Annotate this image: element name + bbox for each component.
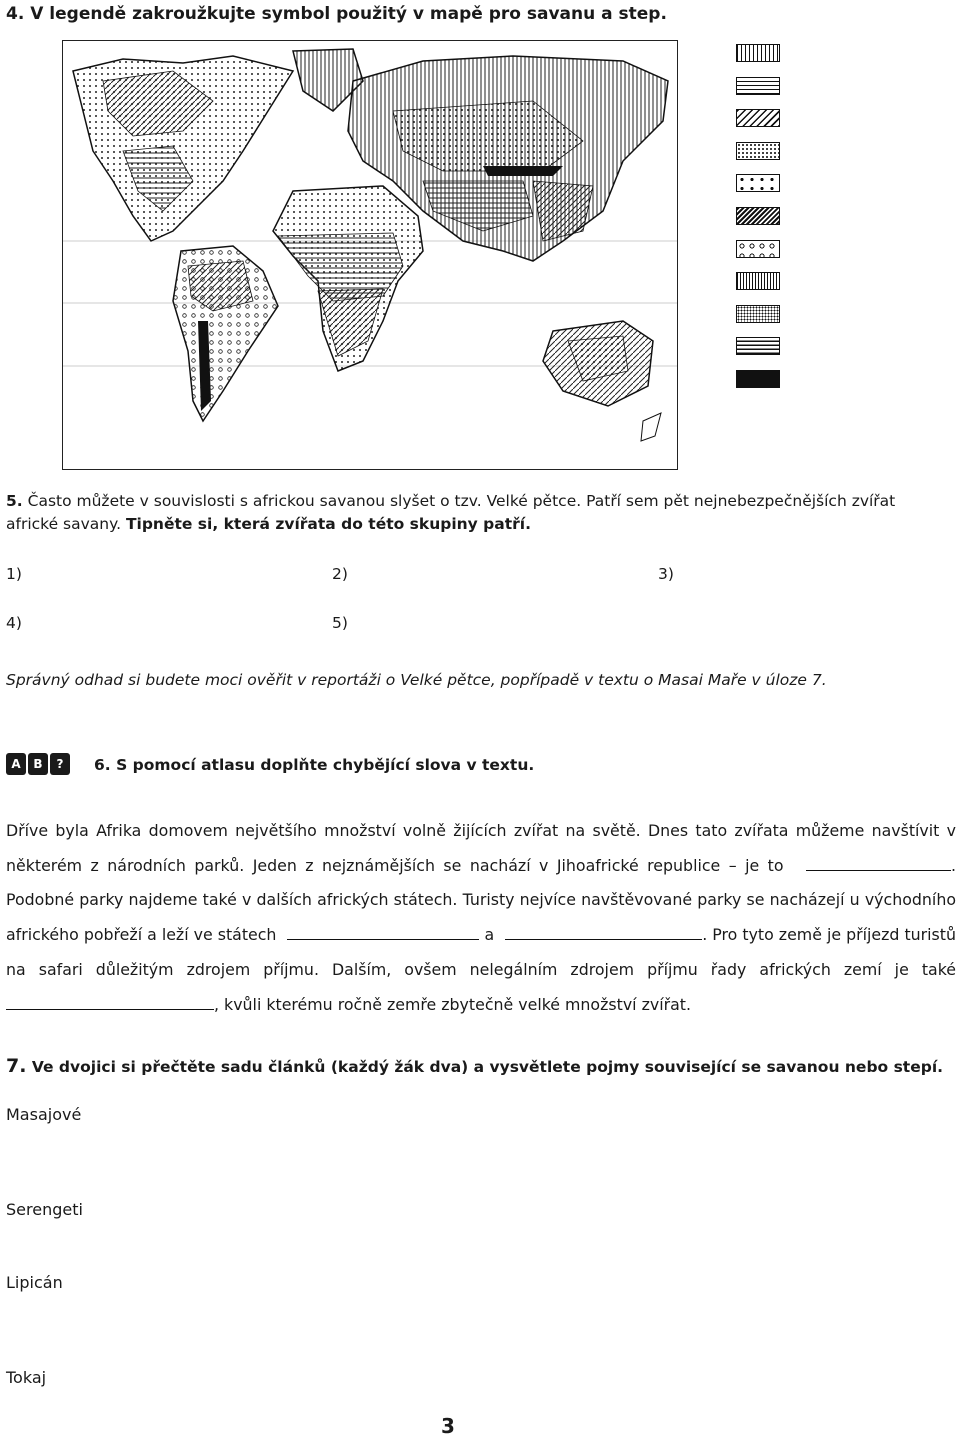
- legend-swatch[interactable]: [736, 337, 780, 355]
- legend-swatch[interactable]: [736, 305, 780, 323]
- task-5-text: [6, 490, 951, 536]
- cloze-part-3: a: [484, 925, 495, 945]
- legend-swatch[interactable]: [736, 240, 780, 258]
- answer-4: 4): [6, 614, 22, 632]
- task-5-number: 5.: [6, 492, 23, 510]
- legend-swatch[interactable]: [736, 207, 780, 225]
- task-5-note: Správný odhad si budete moci ověřit v reportáži o Velké pětce, popřípadě v textu o Masai Maře v úloze 7.: [6, 671, 827, 689]
- term-masajove: Masajové: [6, 1105, 82, 1124]
- map-legend: [736, 44, 782, 403]
- legend-swatch[interactable]: [736, 272, 780, 290]
- atlas-badge: [6, 753, 70, 775]
- blank-national-park[interactable]: [806, 856, 951, 871]
- answer-2: 2): [332, 565, 348, 583]
- term-serengeti: Serengeti: [6, 1200, 83, 1219]
- badge-question: ?: [50, 753, 70, 775]
- answer-5: 5): [332, 614, 348, 632]
- task-4-number: 4.: [6, 4, 25, 24]
- blank-state-2[interactable]: [505, 925, 702, 940]
- legend-swatch[interactable]: [736, 44, 780, 62]
- task-5-intro: Často můžete v souvislosti s africkou savanou slyšet o tzv. Velké pětce. Patří sem pět nejnebezpečnějších zvířat africké savany.: [6, 492, 896, 533]
- blank-illegal-income[interactable]: [6, 995, 214, 1010]
- legend-swatch[interactable]: [736, 174, 780, 192]
- page-number: 3: [441, 1414, 455, 1438]
- task-4-text: V legendě zakroužkujte symbol použitý v mapě pro savanu a step.: [30, 4, 667, 24]
- task-6-title: S pomocí atlasu doplňte chybějící slova v textu.: [116, 756, 535, 774]
- term-lipican: Lipicán: [6, 1273, 63, 1292]
- badge-b: B: [28, 753, 48, 775]
- task-6-number: 6.: [94, 756, 111, 774]
- world-biome-map: [62, 40, 678, 470]
- world-map-illustration: [63, 41, 677, 469]
- cloze-part-2: . Podobné parky najdeme také v dalších afrických státech. Turisty nejvíce navštěvované parky se nacházejí u východního afrického pobřeží a leží ve státech: [6, 855, 956, 945]
- legend-swatch[interactable]: [736, 109, 780, 127]
- cloze-part-5: , kvůli kterému ročně zemře zbytečně velké množství zvířat.: [214, 994, 691, 1014]
- legend-swatch[interactable]: [736, 77, 780, 95]
- term-tokaj: Tokaj: [6, 1368, 47, 1387]
- legend-swatch[interactable]: [736, 370, 780, 388]
- task-7-number: 7.: [6, 1055, 27, 1077]
- cloze-part-1: Dříve byla Afrika domovem největšího množství volně žijících zvířat na světě. Dnes tato zvířata můžeme navštívit v některém z národních parků. Jeden z nejznámějších se nachází v Jihoafrické republice – je to: [6, 821, 956, 875]
- badge-a: A: [6, 753, 26, 775]
- task-5-instruction: Tipněte si, která zvířata do této skupiny patří.: [125, 515, 531, 533]
- task-6-heading: [94, 756, 534, 774]
- task-7-heading: [6, 1055, 943, 1077]
- task-4-heading: [6, 4, 667, 24]
- cloze-part-4: . Pro tyto země je příjezd turistů na safari důležitým zdrojem příjmu. Dalším, ovšem nelegálním zdrojem příjmu řady afrických zemí je také: [6, 925, 956, 979]
- answer-1: 1): [6, 565, 22, 583]
- blank-state-1[interactable]: [287, 925, 479, 940]
- legend-swatch[interactable]: [736, 142, 780, 160]
- task-7-title: Ve dvojici si přečtěte sadu článků (každý žák dva) a vysvětlete pojmy související se savanou nebo stepí.: [31, 1058, 944, 1076]
- task-6-cloze-text: [6, 814, 956, 1022]
- answer-3: 3): [658, 565, 674, 583]
